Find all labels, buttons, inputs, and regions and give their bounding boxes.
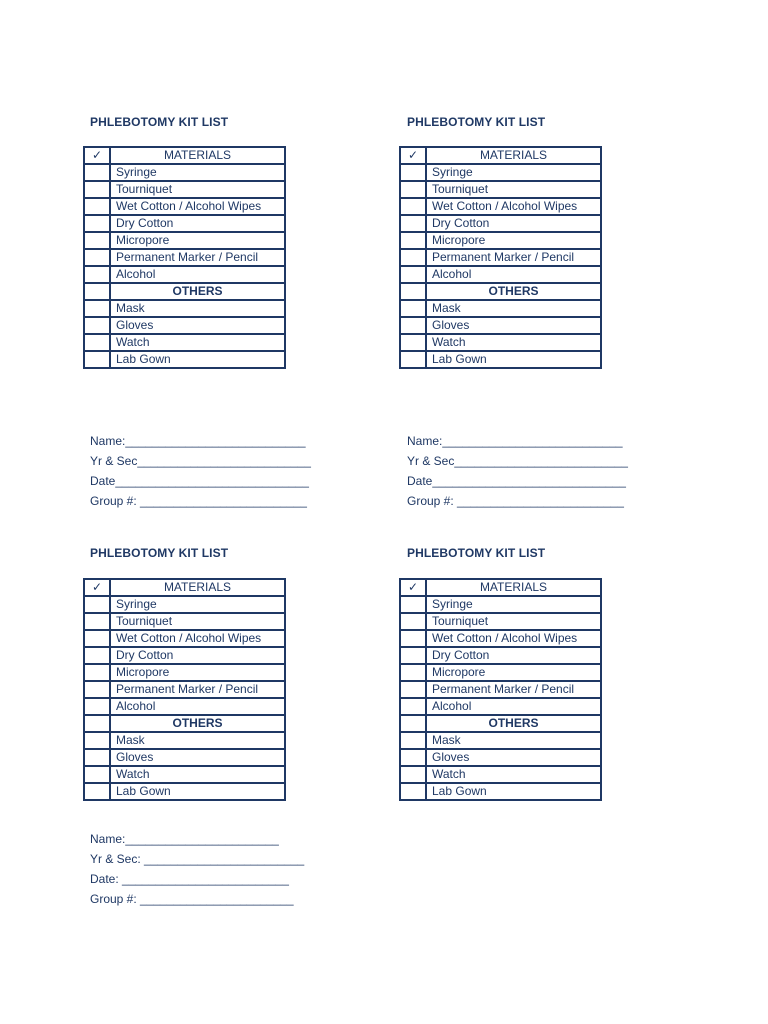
check-column-header: ✓ <box>400 147 426 164</box>
checkbox-cell[interactable] <box>84 317 110 334</box>
table-row <box>84 300 285 317</box>
checkbox-cell[interactable] <box>84 232 110 249</box>
item-label: Tourniquet <box>426 613 601 630</box>
name-field[interactable]: Name:___________________________ <box>407 434 623 448</box>
item-label: Wet Cotton / Alcohol Wipes <box>426 198 601 215</box>
table-row <box>84 596 285 613</box>
checkbox-cell[interactable] <box>84 698 110 715</box>
item-label: Tourniquet <box>110 181 285 198</box>
table-row <box>400 647 601 664</box>
table-row <box>400 181 601 198</box>
others-header: OTHERS <box>110 715 285 732</box>
checkbox-cell[interactable] <box>84 783 110 800</box>
table-row <box>84 317 285 334</box>
check-column-header: ✓ <box>84 579 110 596</box>
item-label: Watch <box>426 766 601 783</box>
item-label: Permanent Marker / Pencil <box>110 249 285 266</box>
check-column-header: ✓ <box>400 579 426 596</box>
table-header-row <box>400 579 601 596</box>
checkbox-cell[interactable] <box>400 334 426 351</box>
item-label: Syringe <box>426 596 601 613</box>
table-header-row <box>84 147 285 164</box>
materials-header: MATERIALS <box>110 579 285 596</box>
checkbox-cell <box>84 283 110 300</box>
table-row <box>400 334 601 351</box>
kit-4-table <box>399 578 602 801</box>
checkbox-cell[interactable] <box>400 732 426 749</box>
table-row <box>400 613 601 630</box>
group-field[interactable]: Group #: _________________________ <box>407 494 624 508</box>
table-row <box>400 300 601 317</box>
item-label: Watch <box>426 334 601 351</box>
checkbox-cell[interactable] <box>84 613 110 630</box>
table-row <box>400 732 601 749</box>
table-row <box>84 215 285 232</box>
materials-header: MATERIALS <box>426 147 601 164</box>
checkbox-cell[interactable] <box>84 647 110 664</box>
kit-1-form <box>90 431 311 511</box>
kit-2-table <box>399 146 602 369</box>
others-header-row <box>84 283 285 300</box>
table-header-row <box>400 147 601 164</box>
item-label: Permanent Marker / Pencil <box>110 681 285 698</box>
item-label: Mask <box>426 732 601 749</box>
yr-sec-field[interactable]: Yr & Sec: ________________________ <box>90 852 305 866</box>
item-label: Lab Gown <box>110 351 285 368</box>
table-row <box>400 664 601 681</box>
table-row <box>84 681 285 698</box>
item-label: Lab Gown <box>426 783 601 800</box>
table-row <box>84 164 285 181</box>
checkbox-cell[interactable] <box>84 749 110 766</box>
name-field[interactable]: Name:___________________________ <box>90 434 306 448</box>
others-header: OTHERS <box>426 715 601 732</box>
table-row <box>84 698 285 715</box>
table-row <box>400 317 601 334</box>
item-label: Mask <box>110 732 285 749</box>
kit-1-table <box>83 146 286 369</box>
item-label: Lab Gown <box>426 351 601 368</box>
item-label: Gloves <box>426 749 601 766</box>
item-label: Watch <box>110 766 285 783</box>
kit-2-form <box>407 431 628 511</box>
date-field[interactable]: Date_____________________________ <box>407 474 626 488</box>
checkbox-cell[interactable] <box>400 215 426 232</box>
date-field[interactable]: Date_____________________________ <box>90 474 309 488</box>
checkbox-cell[interactable] <box>84 596 110 613</box>
checkbox-cell[interactable] <box>84 181 110 198</box>
checkbox-cell[interactable] <box>400 647 426 664</box>
kit-4-title: PHLEBOTOMY KIT LIST <box>407 546 546 560</box>
checkbox-cell[interactable] <box>400 351 426 368</box>
checkbox-cell[interactable] <box>84 198 110 215</box>
kit-2-title: PHLEBOTOMY KIT LIST <box>407 115 546 129</box>
item-label: Gloves <box>110 749 285 766</box>
checkbox-cell[interactable] <box>400 249 426 266</box>
table-row <box>400 783 601 800</box>
others-header: OTHERS <box>426 283 601 300</box>
others-header: OTHERS <box>110 283 285 300</box>
checkbox-cell[interactable] <box>84 766 110 783</box>
table-row <box>84 647 285 664</box>
checkbox-cell[interactable] <box>400 664 426 681</box>
checkbox-cell[interactable] <box>400 198 426 215</box>
table-row <box>84 630 285 647</box>
table-row <box>400 164 601 181</box>
table-row <box>84 766 285 783</box>
item-label: Dry Cotton <box>426 215 601 232</box>
item-label: Alcohol <box>110 698 285 715</box>
checkbox-cell[interactable] <box>84 249 110 266</box>
item-label: Mask <box>426 300 601 317</box>
kit-3-form <box>90 829 304 909</box>
table-row <box>84 664 285 681</box>
checkbox-cell[interactable] <box>84 681 110 698</box>
item-label: Tourniquet <box>110 613 285 630</box>
table-row <box>400 266 601 283</box>
table-row <box>84 783 285 800</box>
checkbox-cell[interactable] <box>400 266 426 283</box>
checkbox-cell[interactable] <box>400 698 426 715</box>
table-row <box>400 630 601 647</box>
checkbox-cell[interactable] <box>400 681 426 698</box>
item-label: Micropore <box>426 232 601 249</box>
others-header-row <box>400 715 601 732</box>
date-field[interactable]: Date: _________________________ <box>90 872 289 886</box>
item-label: Dry Cotton <box>426 647 601 664</box>
table-row <box>84 749 285 766</box>
name-field[interactable]: Name:_______________________ <box>90 832 279 846</box>
item-label: Permanent Marker / Pencil <box>426 681 601 698</box>
checkbox-cell[interactable] <box>84 215 110 232</box>
item-label: Gloves <box>110 317 285 334</box>
checkbox-cell[interactable] <box>84 351 110 368</box>
checkbox-cell[interactable] <box>400 613 426 630</box>
checkbox-cell[interactable] <box>400 749 426 766</box>
group-field[interactable]: Group #: _______________________ <box>90 892 294 906</box>
kit-3-table <box>83 578 286 801</box>
table-row <box>400 249 601 266</box>
item-label: Alcohol <box>426 698 601 715</box>
item-label: Mask <box>110 300 285 317</box>
checkbox-cell[interactable] <box>84 732 110 749</box>
checkbox-cell[interactable] <box>400 317 426 334</box>
checkbox-cell <box>400 715 426 732</box>
checkbox-cell[interactable] <box>84 300 110 317</box>
item-label: Micropore <box>110 664 285 681</box>
table-row <box>400 749 601 766</box>
others-header-row <box>400 283 601 300</box>
item-label: Watch <box>110 334 285 351</box>
item-label: Wet Cotton / Alcohol Wipes <box>110 630 285 647</box>
table-row <box>84 249 285 266</box>
table-row <box>400 232 601 249</box>
item-label: Alcohol <box>110 266 285 283</box>
yr-sec-field[interactable]: Yr & Sec__________________________ <box>90 454 311 468</box>
item-label: Tourniquet <box>426 181 601 198</box>
checkbox-cell[interactable] <box>400 181 426 198</box>
item-label: Gloves <box>426 317 601 334</box>
item-label: Alcohol <box>426 266 601 283</box>
table-row <box>400 766 601 783</box>
item-label: Lab Gown <box>110 783 285 800</box>
item-label: Syringe <box>110 596 285 613</box>
item-label: Wet Cotton / Alcohol Wipes <box>110 198 285 215</box>
item-label: Syringe <box>110 164 285 181</box>
checkbox-cell[interactable] <box>84 334 110 351</box>
item-label: Dry Cotton <box>110 647 285 664</box>
table-row <box>84 351 285 368</box>
table-row <box>84 198 285 215</box>
check-column-header: ✓ <box>84 147 110 164</box>
checkbox-cell[interactable] <box>400 232 426 249</box>
checkbox-cell[interactable] <box>84 164 110 181</box>
table-row <box>84 266 285 283</box>
table-row <box>400 351 601 368</box>
item-label: Wet Cotton / Alcohol Wipes <box>426 630 601 647</box>
item-label: Micropore <box>426 664 601 681</box>
table-header-row <box>84 579 285 596</box>
item-label: Micropore <box>110 232 285 249</box>
item-label: Permanent Marker / Pencil <box>426 249 601 266</box>
table-row <box>84 732 285 749</box>
materials-header: MATERIALS <box>110 147 285 164</box>
checkbox-cell <box>400 283 426 300</box>
table-row <box>400 596 601 613</box>
materials-header: MATERIALS <box>426 579 601 596</box>
group-field[interactable]: Group #: _________________________ <box>90 494 307 508</box>
yr-sec-field[interactable]: Yr & Sec__________________________ <box>407 454 628 468</box>
table-row <box>84 232 285 249</box>
item-label: Syringe <box>426 164 601 181</box>
kit-3-title: PHLEBOTOMY KIT LIST <box>90 546 229 560</box>
checkbox-cell[interactable] <box>400 766 426 783</box>
checkbox-cell[interactable] <box>84 630 110 647</box>
kit-1-title: PHLEBOTOMY KIT LIST <box>90 115 229 129</box>
item-label: Dry Cotton <box>110 215 285 232</box>
checkbox-cell[interactable] <box>400 164 426 181</box>
table-row <box>400 698 601 715</box>
table-row <box>84 334 285 351</box>
checkbox-cell[interactable] <box>400 630 426 647</box>
checkbox-cell[interactable] <box>400 783 426 800</box>
checkbox-cell[interactable] <box>400 596 426 613</box>
checkbox-cell[interactable] <box>84 664 110 681</box>
table-row <box>400 198 601 215</box>
checkbox-cell[interactable] <box>84 266 110 283</box>
table-row <box>84 181 285 198</box>
table-row <box>84 613 285 630</box>
table-row <box>400 215 601 232</box>
checkbox-cell <box>84 715 110 732</box>
table-row <box>400 681 601 698</box>
others-header-row <box>84 715 285 732</box>
checkbox-cell[interactable] <box>400 300 426 317</box>
